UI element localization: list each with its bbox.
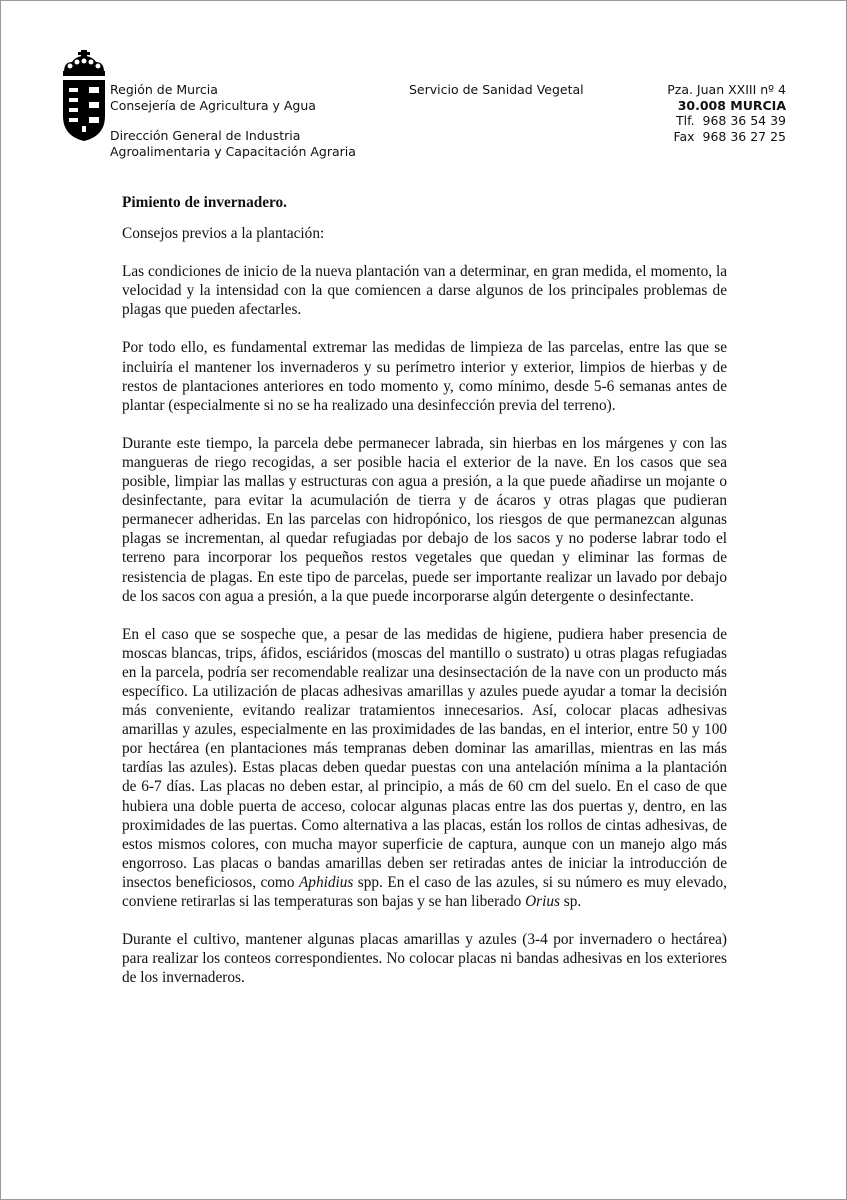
species-name-aphidius: Aphidius	[298, 873, 354, 891]
header-org-line: Dirección General de Industria	[110, 128, 301, 143]
paragraph: Durante este tiempo, la parcela debe permanecer labrada, sin hierbas en los márgenes y con las mangueras de riego recogidas, a ser posible hacia el exterior de la nave. En los casos que sea posible, limpiar las mallas y estructuras con agua a presión, a la que puede añadirse un mojante o desinfectante, para evitar la acumulación de tierra y de ácaros y otras plagas que pudieran permanecer adheridas. En las parcelas con hidropónico, los riesgos de que permanezcan algunas plagas se incrementan, al quedar refugiadas por debajo de los sacos y no poderse labrar todo el terreno para incorporar los pequeños restos vegetales que quedan y eliminar las formas de resistencia de plagas. En este tipo de parcelas, puede ser importante realizar un lavado por debajo de los sacos con agua a presión, a la que puede incorporarse algún detergente o desinfectante.	[122, 434, 727, 605]
header-org-line: Agroalimentaria y Capacitación Agraria	[110, 143, 356, 159]
address-phone: Tlf. 968 36 54 39	[675, 113, 786, 128]
header-service: Servicio de Sanidad Vegetal	[409, 82, 584, 97]
paragraph: Las condiciones de inicio de la nueva plantación van a determinar, en gran medida, el momento, la velocidad y la intensidad con la que comiencen a darse algunos de los principales problemas de plagas que pueden afectarles.	[122, 263, 727, 319]
paragraph-text: spp. En el caso de las azules, si su número es muy elevado, conviene retirarlas si las temperaturas son bajas y se han liberado	[122, 873, 727, 910]
header-org-line: Consejería de Agricultura y Agua	[110, 97, 316, 113]
header-address	[600, 82, 786, 144]
address-city: 30.008 MURCIA	[677, 97, 786, 113]
address-street: Pza. Juan XXIII nº 4	[667, 82, 786, 97]
paragraph: Por todo ello, es fundamental extremar las medidas de limpieza de las parcelas, entre las que se incluiría el mantener los invernaderos y su perímetro interior y exterior, limpios de hierbas y de restos de plantaciones anteriores en todo momento y, como mínimo, desde 5-6 semanas antes de plantar (especialmente si no se ha realizado una desinfección previa del terreno).	[122, 339, 727, 414]
address-fax: Fax 968 36 27 25	[673, 128, 786, 144]
paragraph-text: En el caso que se sospeche que, a pesar de las medidas de higiene, pudiera haber presencia de moscas blancas, trips, áfidos, esciáridos (moscas del mantillo o sustrato) u otras plagas refugiadas en la parcela, podría ser recomendable realizar una desinsectación de la nave con un producto más específico. La utilización de placas adhesivas amarillas y azules puede ayudar a tomar la decisión más conveniente, evitando realizar tratamientos innecesarios. Así, colocar placas adhesivas amarillas y azules, especialmente en las proximidades de las bandas, en el interior, entre 50 y 100 por hectárea (en plantaciones más tempranas deben dominar las amarillas, mientras en las más tardías las azules). Estas placas deben quedar puestas con una antelación mínima a la plantación de 6-7 días. Las placas no deben estar, al principio, a más de 60 cm del suelo. En el caso de que hubiera una doble puerta de acceso, colocar algunas placas entre las dos puertas y, dentro, en las proximidades de las puertas. Como alternativa a las placas, están los rollos de cintas adhesivas, de estos mismos colores, con mucha mayor superficie de captura, aunque con un manejo algo más engorroso. Las placas o bandas amarillas deben ser retiradas antes de iniciar la introducción de insectos beneficiosos, como	[122, 625, 727, 891]
paragraph-text: sp.	[559, 893, 582, 910]
document-body	[122, 193, 727, 1006]
document-title: Pimiento de invernadero.	[122, 194, 287, 211]
paragraph: Durante el cultivo, mantener algunas placas amarillas y azules (3-4 por invernadero o hectárea) para realizar los conteos correspondientes. No colocar placas ni bandas adhesivas en los exteriores de los invernaderos.	[122, 931, 727, 987]
species-name-orius: Orius	[525, 893, 560, 910]
region-murcia-coat-of-arms-logo	[60, 50, 108, 142]
header-org-line: Región de Murcia	[110, 82, 218, 97]
paragraph	[122, 625, 727, 911]
header-organization	[110, 82, 356, 159]
document-subtitle: Consejos previos a la plantación:	[122, 225, 325, 243]
